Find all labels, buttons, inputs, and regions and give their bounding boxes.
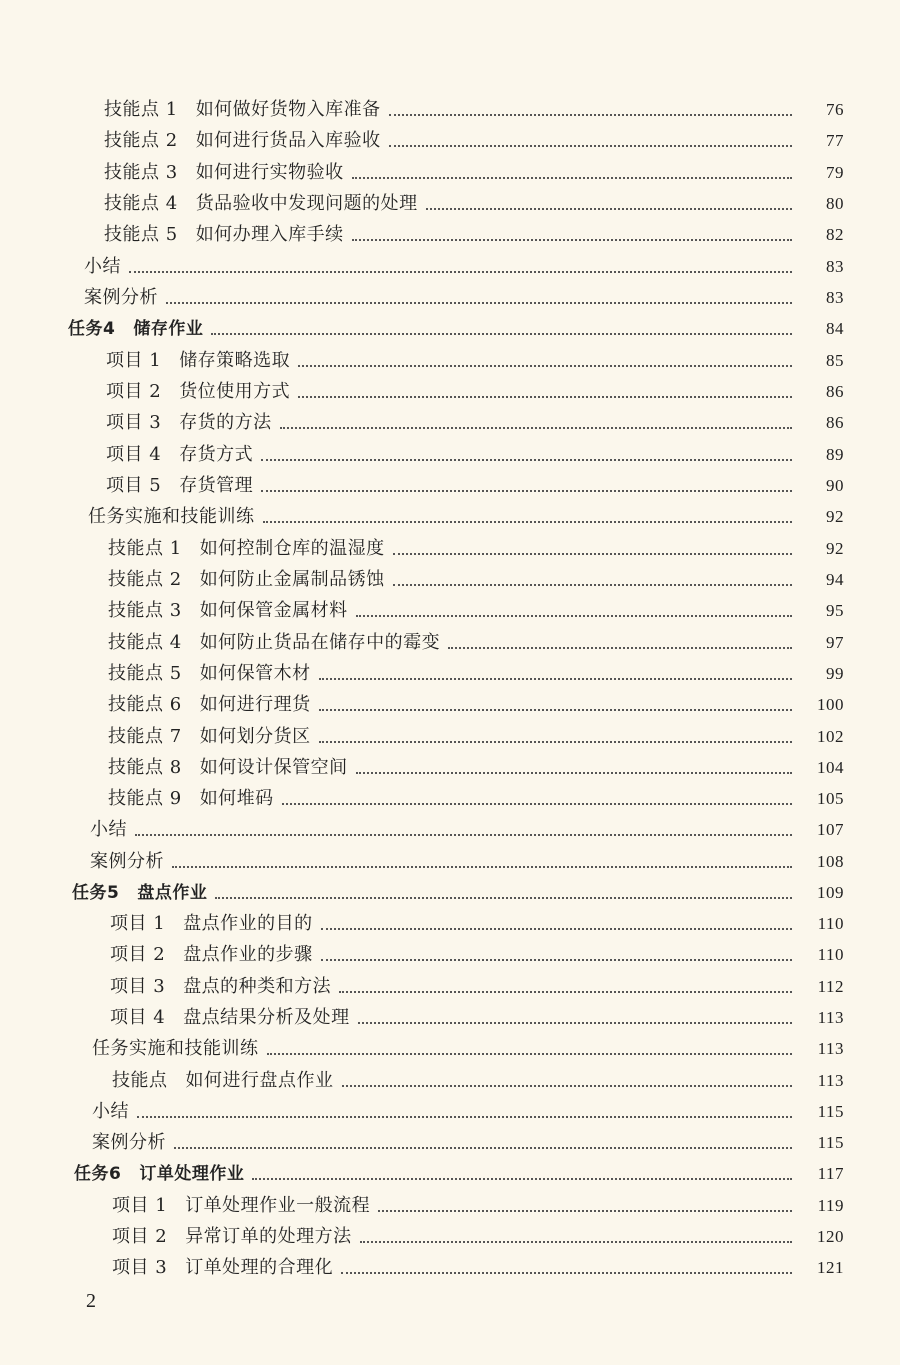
entry-page: 108 — [817, 852, 844, 871]
entry-title: 如何做好货物入库准备 — [195, 99, 381, 120]
entry-title: 盘点结果分析及处理 — [183, 1007, 350, 1028]
leader-dots — [358, 1022, 792, 1024]
entry-page: 85 — [826, 351, 844, 370]
entry-title: 订单处理的合理化 — [185, 1257, 334, 1278]
leader-dots — [356, 615, 792, 617]
entry-title: 货位使用方式 — [179, 381, 291, 402]
entry-title: 盘点作业的步骤 — [183, 944, 313, 965]
toc-entry — [92, 1126, 844, 1154]
toc-entry — [112, 1220, 844, 1248]
entry-prefix: 项目 3 — [112, 1257, 168, 1278]
entry-page: 95 — [826, 601, 844, 620]
entry-prefix: 技能点 8 — [108, 757, 182, 778]
toc-entry — [110, 970, 844, 998]
entry-title: 如何控制仓库的温湿度 — [199, 538, 385, 559]
entry-title: 存货的方法 — [179, 412, 272, 433]
leader-dots — [211, 333, 792, 335]
entry-title: 存货管理 — [179, 475, 254, 496]
toc-entry — [104, 93, 844, 121]
leader-dots — [174, 1147, 792, 1149]
toc-entry — [106, 344, 844, 372]
entry-title: 如何办理入库手续 — [195, 224, 344, 245]
leader-dots — [341, 1272, 792, 1274]
entry-title: 如何划分货区 — [199, 726, 311, 747]
entry-prefix: 项目 3 — [110, 976, 166, 997]
entry-prefix: 技能点 6 — [108, 694, 182, 715]
entry-prefix: 项目 1 — [110, 913, 166, 934]
leader-dots — [298, 365, 792, 367]
entry-page: 99 — [826, 664, 844, 683]
entry-prefix: 技能点 4 — [104, 193, 178, 214]
leader-dots — [426, 208, 792, 210]
entry-page: 79 — [826, 163, 844, 182]
entry-page: 115 — [817, 1133, 844, 1152]
entry-page: 97 — [826, 633, 844, 652]
entry-page: 104 — [817, 758, 844, 777]
section-title: 盘点作业 — [137, 883, 208, 903]
entry-prefix: 项目 2 — [110, 944, 166, 965]
toc-entry — [90, 845, 844, 873]
entry-page: 89 — [826, 445, 844, 464]
toc-entry — [106, 375, 844, 403]
leader-dots — [378, 1210, 792, 1212]
entry-prefix: 技能点 4 — [108, 632, 182, 653]
leader-dots — [261, 490, 792, 492]
entry-title: 盘点作业的目的 — [183, 913, 313, 934]
entry-title: 小结 — [92, 1101, 129, 1122]
entry-prefix: 项目 1 — [106, 350, 162, 371]
leader-dots — [319, 741, 792, 743]
entry-prefix: 项目 3 — [106, 412, 162, 433]
entry-title: 案例分析 — [92, 1132, 166, 1153]
entry-title: 如何保管木材 — [199, 663, 311, 684]
entry-page: 121 — [817, 1258, 844, 1277]
entry-page: 84 — [826, 319, 844, 338]
entry-prefix: 技能点 1 — [108, 538, 182, 559]
entry-title: 如何设计保管空间 — [199, 757, 348, 778]
leader-dots — [215, 897, 792, 899]
toc-entry — [106, 469, 844, 497]
leader-dots — [282, 803, 792, 805]
section-title: 储存作业 — [133, 319, 204, 339]
toc-entry — [110, 907, 844, 935]
leader-dots — [360, 1241, 792, 1243]
entry-prefix: 项目 5 — [106, 475, 162, 496]
toc-entry — [104, 124, 844, 152]
leader-dots — [342, 1085, 793, 1087]
toc-entry — [112, 1189, 844, 1217]
entry-prefix: 技能点 7 — [108, 726, 182, 747]
entry-prefix: 技能点 5 — [104, 224, 178, 245]
entry-title: 如何进行盘点作业 — [185, 1070, 334, 1091]
leader-dots — [319, 709, 792, 711]
entry-page: 105 — [817, 789, 844, 808]
entry-title: 异常订单的处理方法 — [185, 1226, 352, 1247]
entry-page: 110 — [817, 914, 844, 933]
entry-page: 113 — [817, 1008, 844, 1027]
entry-title: 如何保管金属材料 — [199, 600, 348, 621]
leader-dots — [339, 991, 792, 993]
entry-title: 如何堆码 — [199, 788, 274, 809]
toc-entry — [90, 813, 844, 841]
leader-dots — [321, 928, 792, 930]
entry-page: 120 — [817, 1227, 844, 1246]
toc-entry — [108, 626, 844, 654]
leader-dots — [393, 553, 792, 555]
leader-dots — [261, 459, 792, 461]
entry-prefix: 技能点 — [112, 1070, 168, 1091]
entry-page: 86 — [826, 382, 844, 401]
page-number: 2 — [86, 1290, 96, 1312]
toc-entry — [112, 1064, 844, 1092]
entry-title: 如何防止货品在储存中的霉变 — [199, 632, 441, 653]
entry-page: 86 — [826, 413, 844, 432]
section-prefix: 任务6 — [74, 1164, 122, 1184]
entry-prefix: 技能点 2 — [108, 569, 182, 590]
toc-entry — [104, 187, 844, 215]
entry-page: 113 — [817, 1039, 844, 1058]
leader-dots — [389, 145, 792, 147]
leader-dots — [135, 834, 792, 836]
toc-entry — [108, 751, 844, 779]
leader-dots — [319, 678, 792, 680]
leader-dots — [252, 1178, 792, 1180]
entry-page: 90 — [826, 476, 844, 495]
entry-prefix: 项目 2 — [106, 381, 162, 402]
leader-dots — [263, 521, 793, 523]
leader-dots — [166, 302, 792, 304]
toc-entry — [108, 688, 844, 716]
toc-entry — [84, 250, 844, 278]
entry-title: 如何进行货品入库验收 — [195, 130, 381, 151]
leader-dots — [356, 772, 792, 774]
section-prefix: 任务4 — [68, 319, 116, 339]
toc-section — [68, 312, 844, 340]
toc-section — [74, 1157, 844, 1185]
entry-page: 110 — [817, 945, 844, 964]
leader-dots — [137, 1116, 792, 1118]
entry-page: 113 — [817, 1071, 844, 1090]
toc-entry — [106, 406, 844, 434]
entry-page: 92 — [826, 507, 844, 526]
entry-prefix: 技能点 9 — [108, 788, 182, 809]
toc-entry — [108, 657, 844, 685]
entry-page: 115 — [817, 1102, 844, 1121]
entry-title: 案例分析 — [84, 287, 158, 308]
toc-entry — [84, 281, 844, 309]
entry-page: 117 — [817, 1164, 844, 1183]
leader-dots — [267, 1053, 793, 1055]
entry-title: 盘点的种类和方法 — [183, 976, 332, 997]
entry-page: 112 — [817, 977, 844, 996]
entry-page: 100 — [817, 695, 844, 714]
entry-prefix: 项目 4 — [110, 1007, 166, 1028]
leader-dots — [129, 271, 792, 273]
toc-entry — [104, 156, 844, 184]
leader-dots — [389, 114, 792, 116]
toc-entry — [104, 218, 844, 246]
leader-dots — [172, 866, 792, 868]
entry-prefix: 技能点 3 — [108, 600, 182, 621]
entry-title: 货品验收中发现问题的处理 — [195, 193, 418, 214]
entry-prefix: 技能点 3 — [104, 162, 178, 183]
entry-page: 102 — [817, 727, 844, 746]
toc-entry — [92, 1032, 844, 1060]
leader-dots — [448, 647, 792, 649]
toc-entry — [110, 938, 844, 966]
entry-page: 107 — [817, 820, 844, 839]
entry-prefix: 技能点 2 — [104, 130, 178, 151]
entry-page: 83 — [826, 257, 844, 276]
toc-entry — [108, 594, 844, 622]
leader-dots — [393, 584, 792, 586]
entry-prefix: 技能点 5 — [108, 663, 182, 684]
toc-entry — [108, 532, 844, 560]
toc-entry — [108, 563, 844, 591]
entry-prefix: 项目 2 — [112, 1226, 168, 1247]
leader-dots — [280, 427, 792, 429]
leader-dots — [321, 959, 792, 961]
entry-title: 如何进行理货 — [199, 694, 311, 715]
toc-entry — [88, 500, 844, 528]
entry-title: 任务实施和技能训练 — [88, 506, 255, 527]
entry-page: 119 — [817, 1196, 844, 1215]
toc-entry — [92, 1095, 844, 1123]
leader-dots — [298, 396, 792, 398]
entry-page: 80 — [826, 194, 844, 213]
toc-entry — [110, 1001, 844, 1029]
toc-entry — [108, 720, 844, 748]
leader-dots — [352, 239, 792, 241]
entry-page: 82 — [826, 225, 844, 244]
entry-title: 任务实施和技能训练 — [92, 1038, 259, 1059]
entry-title: 如何防止金属制品锈蚀 — [199, 569, 385, 590]
entry-title: 储存策略选取 — [179, 350, 291, 371]
entry-title: 小结 — [90, 819, 127, 840]
toc-entry — [106, 438, 844, 466]
entry-prefix: 项目 1 — [112, 1195, 168, 1216]
entry-page: 94 — [826, 570, 844, 589]
entry-title: 存货方式 — [179, 444, 254, 465]
entry-page: 109 — [817, 883, 844, 902]
toc-entry — [112, 1251, 844, 1279]
entry-prefix: 项目 4 — [106, 444, 162, 465]
entry-page: 76 — [826, 100, 844, 119]
entry-page: 83 — [826, 288, 844, 307]
entry-page: 92 — [826, 539, 844, 558]
entry-title: 小结 — [84, 256, 121, 277]
entry-title: 如何进行实物验收 — [195, 162, 344, 183]
section-title: 订单处理作业 — [139, 1164, 245, 1184]
section-prefix: 任务5 — [72, 883, 120, 903]
toc-section — [72, 876, 844, 904]
entry-page: 77 — [826, 131, 844, 150]
leader-dots — [352, 177, 792, 179]
entry-title: 案例分析 — [90, 851, 164, 872]
entry-title: 订单处理作业一般流程 — [185, 1195, 371, 1216]
entry-prefix: 技能点 1 — [104, 99, 178, 120]
toc-entry — [108, 782, 844, 810]
